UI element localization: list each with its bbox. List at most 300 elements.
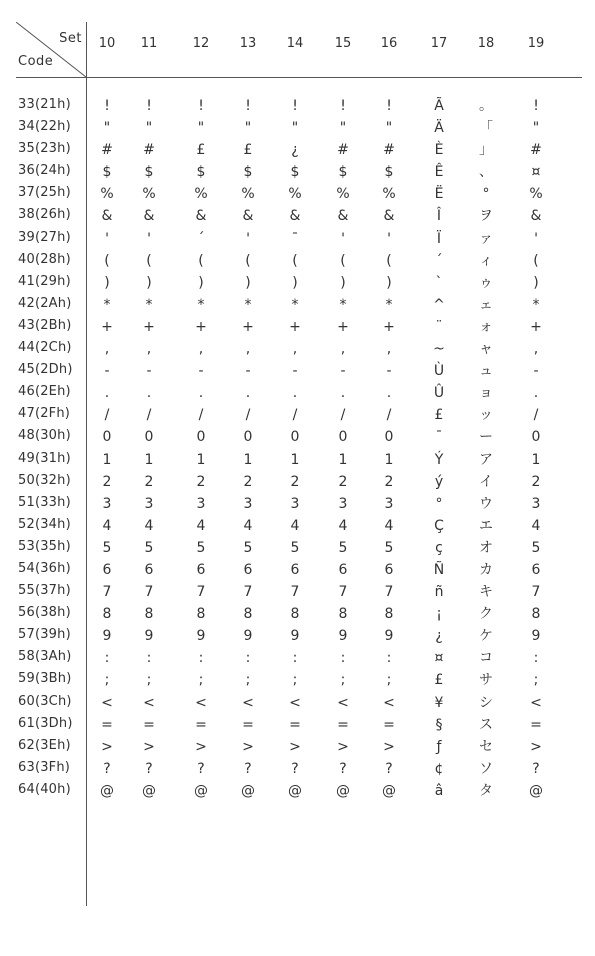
char-cell-set-16: ; [386,672,392,689]
char-cell-set-15: 0 [338,429,348,446]
table-row [16,537,582,559]
char-cell-set-15: 6 [338,561,348,578]
char-cell-set-15: ; [340,672,346,689]
char-cell-set-15: ' [341,230,345,247]
char-cell-set-13: , [245,341,251,358]
char-cell-set-10: " [103,120,111,137]
char-cell-set-10: : [104,650,110,667]
code-cell: 49(31h) [18,450,71,466]
char-cell-set-13: < [242,694,254,711]
char-cell-set-16: ( [386,252,392,269]
set-header-18: 18 [477,36,495,51]
char-cell-set-13: £ [243,142,253,159]
char-cell-set-11: ; [146,672,152,689]
char-cell-set-19: & [530,208,542,225]
char-cell-set-16: * [385,296,393,313]
char-cell-set-18: オ [479,539,493,556]
char-cell-set-10: 6 [102,561,112,578]
char-cell-set-11: ! [146,98,152,114]
char-cell-set-10: ! [104,98,110,114]
char-cell-set-11: ( [146,252,152,269]
code-cell: 61(3Dh) [18,715,73,731]
char-cell-set-19: " [532,120,540,137]
char-cell-set-15: 7 [338,584,348,601]
char-cell-set-12: " [197,120,205,137]
code-cell: 43(2Bh) [18,317,72,333]
char-cell-set-17: Ê [434,164,444,181]
char-cell-set-14: . [292,385,298,402]
table-row [16,692,582,714]
set-header-17: 17 [430,36,448,51]
char-cell-set-14: 4 [290,517,300,534]
char-cell-set-13: 9 [243,628,253,645]
char-cell-set-16: 4 [384,517,394,534]
char-cell-set-17: ^ [433,296,445,313]
table-row [16,780,582,802]
set-headers [86,36,582,56]
char-cell-set-11: 1 [144,451,154,468]
char-cell-set-16: 3 [384,495,394,512]
code-cell: 34(22h) [18,119,71,135]
char-cell-set-16: / [386,407,392,424]
char-cell-set-14: + [289,318,301,335]
char-cell-set-12: 9 [196,628,206,645]
table-row [16,493,582,515]
char-cell-set-12: @ [194,782,208,799]
char-cell-set-18: ェ [479,296,493,313]
char-cell-set-11: * [145,296,153,313]
char-cell-set-12: £ [196,142,206,159]
char-cell-set-18: ソ [479,760,493,777]
char-cell-set-11: / [146,407,152,424]
char-cell-set-17: Ý [434,451,444,468]
code-cell: 51(33h) [18,494,71,510]
char-cell-set-12: = [195,716,207,733]
char-cell-set-19: % [529,186,543,203]
set-header-14: 14 [286,36,304,51]
code-cell: 53(35h) [18,538,71,554]
char-cell-set-19: : [533,650,539,667]
char-cell-set-19: # [530,142,542,159]
char-cell-set-17: ´ [435,252,443,269]
char-cell-set-16: & [383,208,395,225]
char-cell-set-17: £ [434,407,444,424]
char-cell-set-18: ィ [479,252,493,269]
char-cell-set-12: 7 [196,584,206,601]
char-cell-set-19: 2 [531,473,541,490]
code-cell: 55(37h) [18,583,71,599]
char-cell-set-15: $ [338,164,348,181]
char-cell-set-13: 0 [243,429,253,446]
code-cell: 36(24h) [18,163,71,179]
char-cell-set-14: 2 [290,473,300,490]
char-cell-set-12: + [195,318,207,335]
char-cell-set-18: エ [479,517,493,534]
char-cell-set-15: # [337,142,349,159]
code-cell: 57(39h) [18,627,71,643]
char-cell-set-17: Ñ [433,561,445,578]
code-cell: 44(2Ch) [18,340,72,356]
char-cell-set-10: & [101,208,113,225]
code-cell: 48(30h) [18,428,71,444]
char-cell-set-19: > [530,738,542,755]
char-cell-set-13: % [241,186,255,203]
char-cell-set-15: @ [336,782,350,799]
char-cell-set-11: = [143,716,155,733]
char-cell-set-15: > [337,738,349,755]
char-cell-set-13: ; [245,672,251,689]
char-cell-set-11: < [143,694,155,711]
char-cell-set-15: * [339,296,347,313]
char-cell-set-12: < [195,694,207,711]
char-cell-set-18: タ [479,782,493,799]
char-cell-set-13: + [242,318,254,335]
char-cell-set-12: 4 [196,517,206,534]
char-cell-set-17: ƒ [436,738,442,755]
char-cell-set-16: $ [384,164,394,181]
code-cell: 33(21h) [18,97,71,112]
char-cell-set-12: ´ [197,230,205,247]
char-cell-set-17: ¯ [435,429,443,446]
char-cell-set-13: 2 [243,473,253,490]
char-cell-set-11: 9 [144,628,154,645]
char-cell-set-16: > [383,738,395,755]
set-header-19: 19 [527,36,545,51]
char-cell-set-15: / [340,407,346,424]
char-cell-set-15: ) [340,274,346,291]
char-cell-set-11: % [142,186,156,203]
char-cell-set-17: Û [433,385,445,402]
char-cell-set-19: . [533,385,539,402]
char-cell-set-10: + [101,318,113,335]
char-cell-set-14: ) [292,274,298,291]
table-row [16,228,582,250]
char-cell-set-14: 8 [290,606,300,623]
char-cell-set-10: 1 [102,451,112,468]
char-cell-set-16: @ [382,782,396,799]
char-cell-set-13: * [244,296,252,313]
char-cell-set-14: > [289,738,301,755]
char-cell-set-19: = [530,716,542,733]
char-cell-set-11: + [143,318,155,335]
char-cell-set-18: ョ [479,385,493,402]
char-cell-set-14: 1 [290,451,300,468]
char-cell-set-10: 0 [102,429,112,446]
table-row [16,625,582,647]
char-cell-set-16: 2 [384,473,394,490]
char-cell-set-16: # [383,142,395,159]
char-cell-set-15: 1 [338,451,348,468]
char-cell-set-19: ' [534,230,538,247]
char-cell-set-18: 」 [479,142,493,159]
char-cell-set-14: = [289,716,301,733]
char-cell-set-18: 「 [479,120,493,137]
table-row [16,736,582,758]
char-cell-set-19: - [533,363,539,380]
char-cell-set-12: ; [198,672,204,689]
char-cell-set-14: ( [292,252,298,269]
set-header-10: 10 [98,36,116,51]
char-cell-set-12: % [194,186,208,203]
char-cell-set-12: , [198,341,204,358]
set-header-12: 12 [192,36,210,51]
table-row [16,205,582,227]
table-row [16,669,582,691]
char-cell-set-16: 0 [384,429,394,446]
table-row [16,294,582,316]
char-cell-set-10: 4 [102,517,112,534]
table-row [16,117,582,139]
char-cell-set-12: 5 [196,539,206,556]
char-cell-set-10: 9 [102,628,112,645]
table-row [16,404,582,426]
char-cell-set-13: - [245,363,251,380]
char-cell-set-17: Ä [434,120,444,137]
code-cell: 35(23h) [18,141,71,157]
char-cell-set-14: 5 [290,539,300,556]
char-cell-set-14: ¯ [291,230,299,247]
char-cell-set-14: , [292,341,298,358]
char-cell-set-16: 1 [384,451,394,468]
char-cell-set-11: - [146,363,152,380]
char-cell-set-14: 0 [290,429,300,446]
char-cell-set-18: セ [479,738,493,755]
char-cell-set-16: + [383,318,395,335]
char-cell-set-17: Î [436,208,442,225]
char-cell-set-19: 4 [531,517,541,534]
char-cell-set-18: シ [479,694,493,711]
char-cell-set-16: ? [385,760,393,777]
char-cell-set-15: 8 [338,606,348,623]
char-cell-set-10: ( [104,252,110,269]
char-cell-set-12: . [198,385,204,402]
char-cell-set-10: * [103,296,111,313]
char-cell-set-14: ¿ [291,142,299,159]
char-cell-set-13: : [245,650,251,667]
char-cell-set-15: . [340,385,346,402]
char-cell-set-14: 7 [290,584,300,601]
code-cell: 56(38h) [18,605,71,621]
char-cell-set-17: È [434,142,444,159]
char-cell-set-19: / [533,407,539,424]
table-row [16,647,582,669]
char-cell-set-19: 9 [531,628,541,645]
char-cell-set-12: ? [197,760,205,777]
char-cell-set-18: サ [479,672,493,689]
char-cell-set-14: % [288,186,302,203]
char-cell-set-10: / [104,407,110,424]
char-cell-set-19: , [533,341,539,358]
table-row [16,316,582,338]
char-cell-set-17: ñ [434,584,444,601]
char-cell-set-19: 5 [531,539,541,556]
char-cell-set-17: Ï [436,230,442,247]
char-cell-set-12: > [195,738,207,755]
char-cell-set-18: カ [479,561,493,578]
char-cell-set-13: & [242,208,254,225]
char-cell-set-19: 8 [531,606,541,623]
char-cell-set-16: 8 [384,606,394,623]
char-cell-set-10: % [100,186,114,203]
char-cell-set-10: , [104,341,110,358]
char-cell-set-17: ¤ [434,650,444,667]
char-cell-set-15: " [339,120,347,137]
char-cell-set-10: $ [102,164,112,181]
char-cell-set-17: £ [434,672,444,689]
char-cell-set-12: / [198,407,204,424]
char-cell-set-14: - [292,363,298,380]
code-cell: 40(28h) [18,251,71,267]
code-label: Code [18,54,54,69]
char-cell-set-11: ) [146,274,152,291]
char-cell-set-14: ; [292,672,298,689]
char-cell-set-12: 0 [196,429,206,446]
char-cell-set-10: < [101,694,113,711]
char-cell-set-19: ! [533,98,539,114]
char-cell-set-11: $ [144,164,154,181]
char-cell-set-15: 2 [338,473,348,490]
char-cell-set-19: ( [533,252,539,269]
char-cell-set-15: 9 [338,628,348,645]
code-cell: 50(32h) [18,472,71,488]
char-cell-set-12: ( [198,252,204,269]
code-cell: 46(2Eh) [18,384,71,400]
character-set-table [16,22,582,799]
table-row [16,471,582,493]
char-cell-set-18: ー [479,429,493,446]
code-cell: 52(34h) [18,516,71,532]
char-cell-set-14: $ [290,164,300,181]
char-cell-set-17: § [435,716,443,733]
char-cell-set-16: , [386,341,392,358]
char-cell-set-19: 7 [531,584,541,601]
char-cell-set-17: Ë [434,186,444,203]
table-row [16,449,582,471]
code-cell: 54(36h) [18,560,71,576]
set-header-16: 16 [380,36,398,51]
char-cell-set-18: ° [482,186,490,203]
char-cell-set-14: ? [291,760,299,777]
char-cell-set-11: 8 [144,606,154,623]
char-cell-set-13: ( [245,252,251,269]
table-row [16,515,582,537]
char-cell-set-18: ア [479,451,493,468]
char-cell-set-17: ` [435,274,443,291]
table-row [16,338,582,360]
char-cell-set-18: ャ [479,341,493,358]
char-cell-set-17: ¢ [434,760,444,777]
header-divider [16,77,582,78]
char-cell-set-16: 9 [384,628,394,645]
char-cell-set-18: コ [479,650,493,667]
char-cell-set-19: * [532,296,540,313]
char-cell-set-13: ? [244,760,252,777]
table-row [16,360,582,382]
char-cell-set-18: ウ [479,495,493,512]
char-cell-set-16: 5 [384,539,394,556]
char-cell-set-18: ケ [479,628,493,645]
char-cell-set-11: : [146,650,152,667]
char-cell-set-10: 8 [102,606,112,623]
char-cell-set-18: 。 [479,98,493,114]
char-cell-set-19: < [530,694,542,711]
char-cell-set-15: % [336,186,350,203]
char-cell-set-15: : [340,650,346,667]
char-cell-set-10: - [104,363,110,380]
char-cell-set-11: 5 [144,539,154,556]
char-cell-set-17: ¿ [435,628,443,645]
char-cell-set-10: 5 [102,539,112,556]
set-header-15: 15 [334,36,352,51]
code-cell: 60(3Ch) [18,693,72,709]
char-cell-set-13: ) [245,274,251,291]
char-cell-set-14: 9 [290,628,300,645]
char-cell-set-15: 4 [338,517,348,534]
char-cell-set-13: " [244,120,252,137]
char-cell-set-12: & [195,208,207,225]
char-cell-set-11: 3 [144,495,154,512]
char-cell-set-13: 6 [243,561,253,578]
char-cell-set-11: 2 [144,473,154,490]
char-cell-set-13: 5 [243,539,253,556]
char-cell-set-11: ? [145,760,153,777]
char-cell-set-12: 8 [196,606,206,623]
char-cell-set-15: < [337,694,349,711]
char-cell-set-10: 2 [102,473,112,490]
char-cell-set-11: 0 [144,429,154,446]
char-cell-set-18: ゥ [479,274,493,291]
char-cell-set-16: . [386,385,392,402]
code-cell: 45(2Dh) [18,362,73,378]
char-cell-set-10: ? [103,760,111,777]
char-cell-set-11: 4 [144,517,154,534]
table-body [16,95,582,802]
char-cell-set-16: ' [387,230,391,247]
char-cell-set-14: ! [292,98,298,114]
char-cell-set-13: ' [246,230,250,247]
char-cell-set-18: キ [479,584,493,601]
char-cell-set-12: : [198,650,204,667]
char-cell-set-18: ュ [479,363,493,380]
char-cell-set-18: イ [479,473,493,490]
char-cell-set-12: * [197,296,205,313]
char-cell-set-15: , [340,341,346,358]
char-cell-set-16: ! [386,98,392,114]
char-cell-set-13: $ [243,164,253,181]
table-row [16,382,582,404]
char-cell-set-10: 7 [102,584,112,601]
code-cell: 63(3Fh) [18,759,71,775]
table-row [16,272,582,294]
char-cell-set-14: 6 [290,561,300,578]
set-label: Set [59,31,82,46]
char-cell-set-16: " [385,120,393,137]
char-cell-set-11: 7 [144,584,154,601]
char-cell-set-19: ? [532,760,540,777]
char-cell-set-15: ( [340,252,346,269]
char-cell-set-15: 3 [338,495,348,512]
char-cell-set-19: @ [529,782,543,799]
char-cell-set-11: & [143,208,155,225]
char-cell-set-11: @ [142,782,156,799]
char-cell-set-11: " [145,120,153,137]
char-cell-set-11: 6 [144,561,154,578]
char-cell-set-13: . [245,385,251,402]
char-cell-set-14: 3 [290,495,300,512]
char-cell-set-13: @ [241,782,255,799]
table-row [16,758,582,780]
char-cell-set-15: ? [339,760,347,777]
